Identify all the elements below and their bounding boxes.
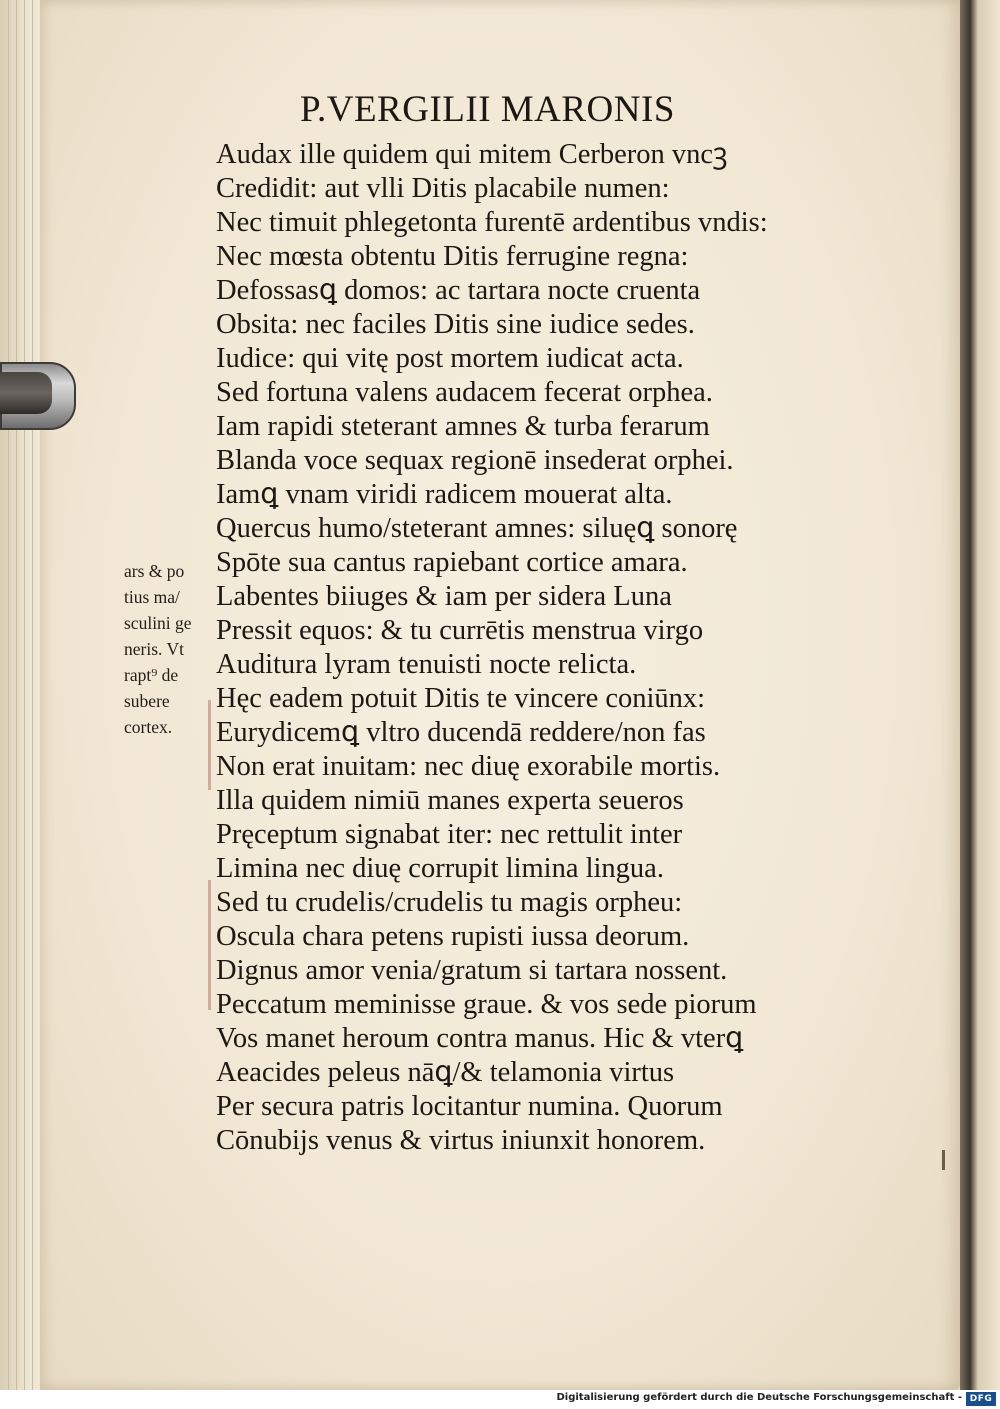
verse-line: Nec mœsta obtentu Ditis ferrugine regna: [216, 241, 689, 272]
footer-bar [0, 1390, 1000, 1409]
page-edge [24, 0, 25, 1390]
rubric-stroke [208, 700, 211, 790]
verse-line: Per secura patris locitantur numina. Quorum [216, 1091, 723, 1122]
verse-line: Hęc eadem potuit Ditis te vincere coniūnx: [216, 683, 706, 714]
verse-line: Non erat inuitam: nec diuę exorabile mortis. [216, 751, 721, 782]
verse-line: Oscula chara petens rupisti iussa deorum. [216, 921, 690, 952]
verse-line: Iam rapidi steterant amnes & turba ferarum [216, 411, 710, 442]
page-edge [16, 0, 17, 1390]
verse-line: Labentes biiuges & iam per sidera Luna [216, 581, 672, 612]
verse-line: Illa quidem nimiū manes experta seueros [216, 785, 684, 816]
facing-page-gutter [960, 0, 1000, 1390]
verse-line: Dignus amor venia/gratum si tartara nossent. [216, 955, 728, 986]
margin-note-line: ars & po [124, 561, 185, 581]
verse-block [216, 138, 768, 1158]
page-edge [32, 0, 33, 1390]
verse-line: Pressit equos: & tu currētis menstrua virgo [216, 615, 704, 646]
page-edge [8, 0, 9, 1390]
verse-line: Quercus humo/steterant amnes: siluęꝗ sonorę [216, 513, 738, 544]
verse-line: Limina nec diuę corrupit limina lingua. [216, 853, 664, 884]
verse-line: Peccatum meminisse graue. & vos sede piorum [216, 989, 757, 1020]
margin-note-line: sculini ge [124, 613, 192, 633]
margin-note-line: neris. Vt [124, 639, 184, 659]
verse-line: Vos manet heroum contra manus. Hic & vterꝗ [216, 1023, 744, 1054]
verse-line: Defossasꝗ domos: ac tartara nocte cruenta [216, 275, 701, 306]
verse-line: Iamꝗ vnam viridi radicem mouerat alta. [216, 479, 673, 510]
verse-line: Sed tu crudelis/crudelis tu magis orpheu: [216, 887, 683, 918]
verse-line: Audax ille quidem qui mitem Cerberon vncꝫ [216, 139, 728, 170]
verse-line: Auditura lyram tenuisti nocte relicta. [216, 649, 637, 680]
verse-line: Aeacides peleus nāꝗ/& telamonia virtus [216, 1057, 675, 1088]
verse-line: Blanda voce sequax regionē insederat orphei. [216, 445, 734, 476]
dfg-logo-icon: DFG [966, 1392, 996, 1406]
verse-line: Spōte sua cantus rapiebant cortice amara. [216, 547, 688, 578]
verse-line: Cōnubijs venus & virtus iniunxit honorem. [216, 1125, 706, 1156]
margin-mark [942, 1150, 945, 1170]
verse-line: Eurydicemꝗ vltro ducendā reddere/non fas [216, 717, 706, 748]
margin-note-line: cortex. [124, 717, 173, 737]
verse-line: Nec timuit phlegetonta furentē ardentibus vndis: [216, 207, 768, 238]
verse-line: Obsita: nec faciles Ditis sine iudice sedes. [216, 309, 695, 340]
verse-line: Sed fortuna valens audacem fecerat orphea. [216, 377, 713, 408]
funding-credit: Digitalisierung gefördert durch die Deutsche Forschungsgemeinschaft - [556, 1392, 962, 1403]
margin-note-line: rapt⁹ de [124, 665, 179, 685]
verse-line: Iudice: qui vitę post mortem iudicat acta. [216, 343, 684, 374]
verse-line: Pręceptum signabat iter: nec rettulit inter [216, 819, 683, 850]
verse-line: Credidit: aut vlli Ditis placabile numen: [216, 173, 670, 204]
page-title: P.VERGILII MARONIS [300, 89, 675, 130]
margin-note-line: tius ma/ [124, 587, 180, 607]
margin-note-line: subere [124, 691, 170, 711]
book-clasp-strap [0, 372, 52, 414]
margin-note [124, 558, 219, 740]
rubric-stroke [208, 880, 211, 1010]
